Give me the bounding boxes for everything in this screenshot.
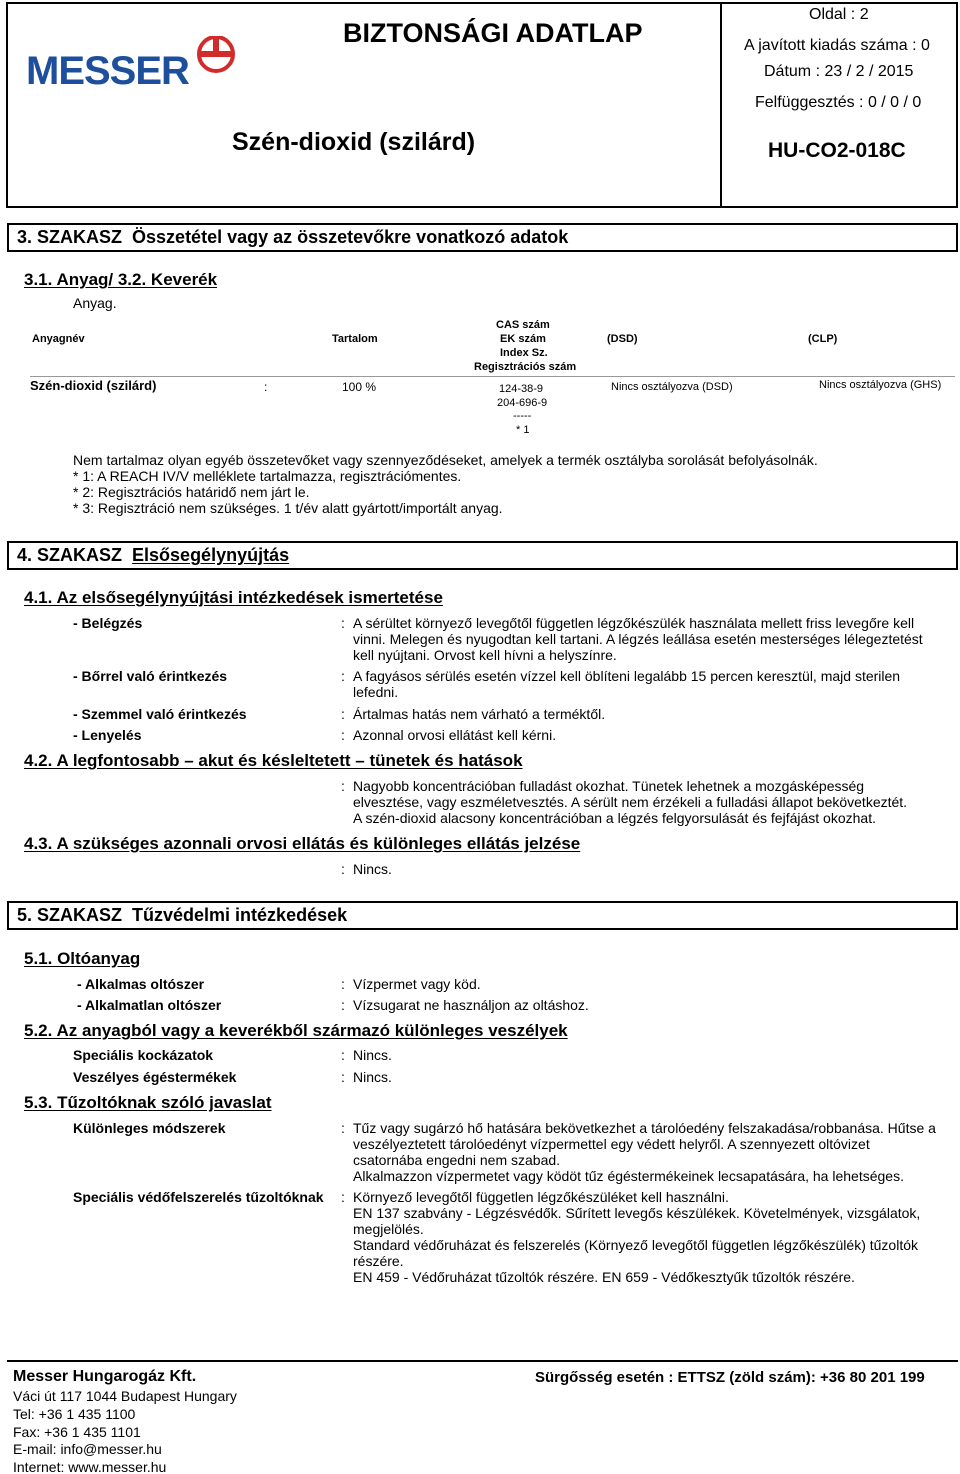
label-skin-contact: - Bőrrel való érintkezés: [73, 668, 228, 684]
col-header-clp: (CLP): [808, 333, 838, 345]
row-substance-name: Szén-dioxid (szilárd): [30, 378, 157, 393]
suitable-media-text: Vízpermet vagy köd.: [353, 976, 481, 992]
col-header-dsd: (DSD): [607, 333, 638, 345]
row-clp: Nincs osztályozva (GHS): [819, 379, 942, 391]
subsection-3-1: 3.1. Anyag/ 3.2. Keverék: [24, 270, 218, 289]
row-content: 100 %: [342, 380, 377, 394]
col-header-reg: Regisztrációs szám: [474, 361, 577, 373]
logo-flame-icon: [199, 37, 233, 71]
note-line: Nem tartalmaz olyan egyéb összetevőket vagy szennyeződéseket, amelyek a termék osztályba sorolását befolyásolnák.: [73, 452, 818, 468]
eye-contact-text: Ártalmas hatás nem várható a terméktől.: [353, 706, 606, 722]
section-5-title: 5. SZAKASZ Tűzvédelmi intézkedések: [7, 901, 958, 930]
col-header-index: Index Sz.: [500, 347, 548, 359]
row-colon: :: [264, 380, 268, 394]
emergency-phone: Sürgősség esetén : ETTSZ (zöld szám): +36 80 201 199: [535, 1369, 925, 1386]
label-combustion-products: Veszélyes égéstermékek: [73, 1069, 237, 1085]
subsection-4-1: 4.1. Az elsősegélynyújtási intézkedések ismertetése: [24, 588, 443, 607]
colon: :: [341, 668, 345, 684]
colon: :: [341, 976, 345, 992]
label-eye-contact: - Szemmel való érintkezés: [73, 706, 247, 722]
colon: :: [341, 861, 345, 877]
substance-type: Anyag.: [73, 295, 117, 311]
colon: :: [341, 997, 345, 1013]
row-index: -----: [513, 410, 532, 422]
inhalation-text: A sérültet környező levegőtől független légzőkészülék használata mellett friss levegőre kell vinni. Melegen és nyugodtan kell tartani. A légzés leállása esetén mesterséges lélegeztetést kell nyújtani. Orvost kell hívni a helyszínre.: [353, 615, 923, 663]
product-name: Szén-dioxid (szilárd): [232, 128, 476, 156]
note-line: * 2: Regisztrációs határidő nem járt le.: [73, 484, 310, 500]
company-address: Váci út 117 1044 Budapest Hungary: [13, 1388, 237, 1404]
row-ek: 204-696-9: [497, 397, 548, 409]
skin-contact-text: A fagyásos sérülés esetén vízzel kell öblíteni legalább 15 percen keresztül, majd sterilen lefedni.: [353, 668, 901, 700]
document-code: HU-CO2-018C: [768, 139, 906, 162]
unsuitable-media-text: Vízsugarat ne használjon az oltáshoz.: [353, 997, 589, 1013]
table-header-rule: [30, 376, 955, 377]
label-ingestion: - Lenyelés: [73, 727, 142, 743]
special-risks-text: Nincs.: [353, 1047, 392, 1063]
section-4-title: 4. SZAKASZ Elsősegélynyújtás: [7, 541, 958, 570]
colon: :: [341, 1120, 345, 1136]
col-header-name: Anyagnév: [32, 333, 85, 345]
col-header-cas: CAS szám: [496, 319, 550, 331]
company-fax: Fax: +36 1 435 1101: [13, 1424, 141, 1440]
colon: :: [341, 706, 345, 722]
subsection-4-3: 4.3. A szükséges azonnali orvosi ellátás és különleges ellátás jelzése: [24, 834, 581, 853]
footer-rule: [7, 1360, 958, 1362]
subsection-5-1: 5.1. Oltóanyag: [24, 949, 141, 968]
page-number: Oldal : 2: [809, 6, 869, 23]
colon: :: [341, 1069, 345, 1085]
revision-number: A javított kiadás száma : 0: [744, 37, 930, 54]
colon: :: [341, 1189, 345, 1205]
label-suitable-media: - Alkalmas oltószer: [77, 976, 205, 992]
ingestion-text: Azonnal orvosi ellátást kell kérni.: [353, 727, 557, 743]
logo-wordmark: MESSER: [26, 49, 189, 93]
subsection-4-2: 4.2. A legfontosabb – akut és késleltetett – tünetek és hatások: [24, 751, 523, 770]
label-firefighter-ppe: Speciális védőfelszerelés tűzoltóknak: [73, 1189, 324, 1205]
label-unsuitable-media: - Alkalmatlan oltószer: [77, 997, 222, 1013]
suspension-date: Felfüggesztés : 0 / 0 / 0: [755, 94, 922, 111]
special-methods-text: Tűz vagy sugárzó hő hatására bekövetkezhet a tárolóedény felszakadása/robbanása. Hűtse a veszélyeztetett tárolóedényt vízpermettel egy védett helyről. A szennyezett oltóvizet csatornába engedni nem szabad. Alkalmazzon vízpermetet vagy ködöt tűz égéstermékeinek lecsapatására, ha lehetséges.: [353, 1120, 936, 1184]
col-header-content: Tartalom: [332, 333, 378, 345]
col-header-ek: EK szám: [500, 333, 546, 345]
company-email: E-mail: info@messer.hu: [13, 1441, 162, 1457]
label-inhalation: - Belégzés: [73, 615, 143, 631]
section-3-title: 3. SZAKASZ Összetétel vagy az összetevőkre vonatkozó adatok: [7, 223, 958, 252]
note-line: * 1: A REACH IV/V melléklete tartalmazza, regisztrációmentes.: [73, 468, 462, 484]
colon: :: [341, 615, 345, 631]
row-reg: * 1: [516, 424, 530, 436]
row-dsd: Nincs osztályozva (DSD): [611, 381, 733, 393]
issue-date: Dátum : 23 / 2 / 2015: [764, 63, 914, 80]
label-special-risks: Speciális kockázatok: [73, 1047, 214, 1063]
colon: :: [341, 778, 345, 794]
medical-text: Nincs.: [353, 861, 392, 877]
document-title: BIZTONSÁGI ADATLAP: [343, 18, 643, 48]
company-website: Internet: www.messer.hu: [13, 1459, 167, 1474]
company-name: Messer Hungarogáz Kft.: [13, 1368, 197, 1385]
symptoms-text: Nagyobb koncentrációban fulladást okozhat. Tünetek lehetnek a mozgásképesség elvesztése, vagy eszméletvesztés. A sérült nem érzékeli a fulladási állapot bekövetkeztét. A szén-dioxid alacsony koncentrációban a légzés felgyorsulását és fejfájást okozhat.: [353, 778, 908, 826]
subsection-5-3: 5.3. Tűzoltóknak szóló javaslat: [24, 1093, 272, 1112]
composition-notes: [73, 452, 818, 516]
row-cas: 124-38-9: [499, 383, 544, 395]
subsection-5-2: 5.2. Az anyagból vagy a keverékből származó különleges veszélyek: [24, 1021, 568, 1040]
combustion-products-text: Nincs.: [353, 1069, 392, 1085]
note-line: * 3: Regisztráció nem szükséges. 1 t/év alatt gyártott/importált anyag.: [73, 500, 503, 516]
colon: :: [341, 1047, 345, 1063]
company-tel: Tel: +36 1 435 1100: [13, 1406, 136, 1422]
colon: :: [341, 727, 345, 743]
label-special-methods: Különleges módszerek: [73, 1120, 226, 1136]
firefighter-ppe-text: Környező levegőtől független légzőkészüléket kell használni. EN 137 szabvány - Légzésvédők. Sűrített levegős készülékek. Követelmények, vizsgálatok, megjelölés. Standard védőruházat és felszerelés (Környező levegőtől független légzőkészülék) tűzoltók részére. EN 459 - Védőruházat tűzoltók részére. EN 659 - Védőkesztyűk tűzoltók részére.: [353, 1189, 921, 1285]
messer-logo: [24, 36, 244, 96]
header-divider: [720, 4, 722, 208]
